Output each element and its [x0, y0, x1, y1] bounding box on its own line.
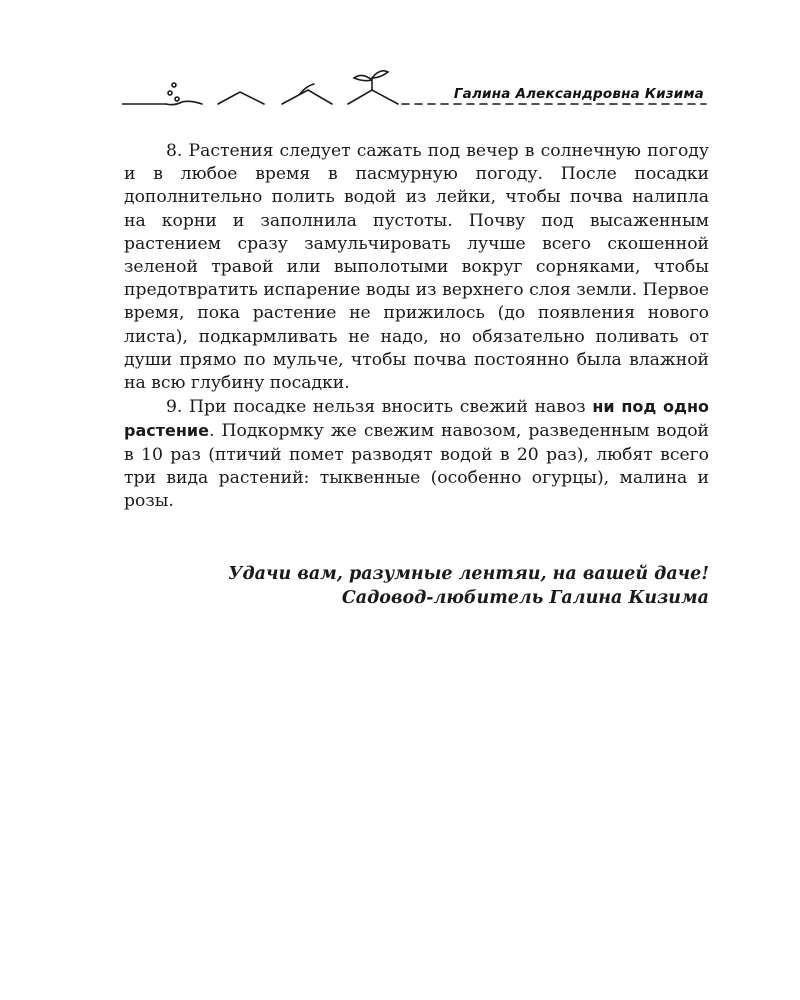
closing-signature	[124, 562, 709, 610]
paragraph-8	[124, 140, 709, 395]
paragraph-9	[124, 395, 709, 513]
running-header	[122, 66, 710, 112]
closing-author: Садовод-любитель Галина Кизима	[341, 588, 709, 608]
paragraph-9-after: . Подкормку же свежим навозом, разведенным водой в 10 раз (птичий помет разводят водой в 20 раз), любят всего три вида растений: тыквенные (особенно огурцы), малина и розы.	[124, 421, 709, 512]
closing-greeting: Удачи вам, разумные лентяи, на вашей даче!	[228, 564, 709, 584]
paragraph-9-bold: ни под одно растение	[124, 397, 709, 441]
paragraph-8-text: 8. Растения следует сажать под вечер в солнечную погоду и в любое время в пасмурную погоду. После посадки дополнительно полить водой из лейки, чтобы почва налипла на корни и заполнила пустоты. Почву под высаженным растением сразу замульчировать лучше всего скошенной зеленой травой или выполотыми вокруг сорняками, чтобы предотвратить испарение воды из верхнего слоя земли. Первое время, пока растение не прижилось (до появления нового листа), подкармливать не надо, но обязательно поливать от души прямо по мульче, чтобы почва постоянно была влажной на всю глубину посадки.	[124, 141, 709, 394]
header-author: Галина Александровна Кизима	[453, 86, 704, 102]
article-body	[124, 140, 709, 513]
paragraph-9-before: 9. При посадке нельзя вносить свежий навоз	[166, 397, 593, 418]
